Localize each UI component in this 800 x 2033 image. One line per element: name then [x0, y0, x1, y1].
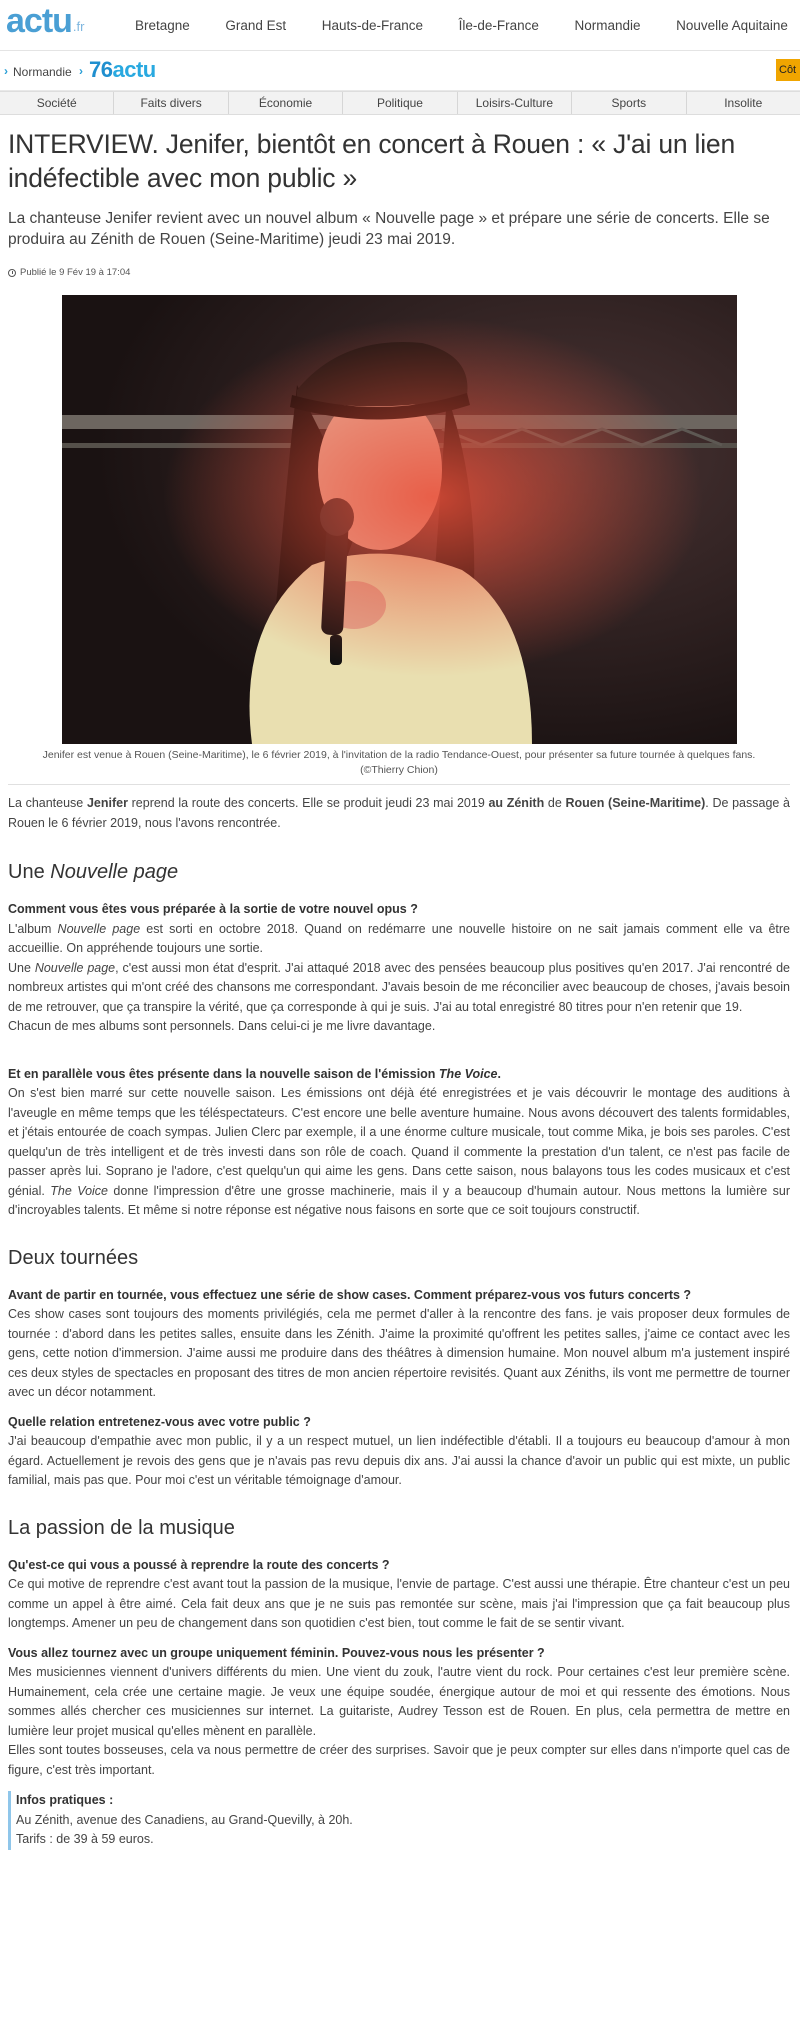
section-heading-passion-musique: La passion de la musique [8, 1516, 235, 1539]
clock-icon [8, 269, 16, 277]
region-link-ile-de-france[interactable]: Île-de-France [458, 18, 539, 33]
answer-text: On s'est bien marré sur cette nouvelle saison. Les émissions ont déjà été enregistrées et je vais découvrir le montage des auditions à l'aveugle en même temps que les téléspectateurs. C'est encore une belle aventure humaine. Nous avons découvert des talents formidables, et j'étais entourée de coach sympas. Julien Clerc par exemple, il a une énorme culture musicale, tout comme Mika, je bois ses paroles. C'est quelqu'un de très intelligent et de très investi dans son rôle de coach. Quand il commente la prestation d'un talent, ce n'est pas facile de passer après lui. Soprano je l'adore, c'est quelqu'un qui aime les gens. Dans cette saison, nous balayons tous les codes musicaux et c'est génial. [8, 1086, 790, 1198]
article-body [8, 794, 790, 1850]
intro-bold-city: Rouen (Seine-Maritime) [565, 796, 706, 810]
answer-text: est sorti en octobre 2018. Quand on redémarre une nouvelle histoire on ne sait jamais comment elle va être accueillie. On appréhende toujours une sortie. [8, 921, 791, 955]
article-title: INTERVIEW. Jenifer, bientôt en concert à Rouen : « J'ai un lien indéfectible avec mon public » [8, 129, 736, 193]
category-tab-insolite[interactable]: Insolite [724, 96, 763, 110]
category-tab-sports[interactable]: Sports [572, 92, 686, 114]
intro-text-4: . De passage à Rouen le 6 février 2019, nous l'avons rencontrée. [8, 796, 790, 830]
question-text: . [497, 1066, 501, 1081]
category-tab-faits-divers[interactable]: Faits divers [114, 92, 228, 114]
side-edition-button[interactable]: Côt [776, 59, 800, 81]
site-logo[interactable] [6, 2, 84, 40]
intro-bold-name: Jenifer [86, 796, 128, 810]
section-heading-deux-tournees: Deux tournées [8, 1246, 139, 1269]
region-link-bretagne[interactable]: Bretagne [135, 18, 190, 33]
edition-logo-number: 76 [89, 57, 113, 82]
practical-info-venue: Au Zénith, avenue des Canadiens, au Grand-Quevilly, à 20h. [16, 1812, 353, 1827]
article [0, 127, 800, 1850]
question [8, 1065, 790, 1085]
answer-text: L'album [8, 921, 58, 936]
answer-paragraph: Mes musiciennes viennent d'univers différents du mien. Une vient du zouk, l'autre vient du rock. Pour certaines c'est leur première scène. Humainement, cela crée une certaine magie. Je veux une équipe soudée, énergique autour de moi et qui ressente des émotions. Nous sommes allés chercher ces musiciennes sur internet. La guitariste, Audrey Tesson est de Rouen. En plus, cela permettra de mettre en lumière leur projet musical qu'elles mènent en parallèle. [8, 1665, 790, 1738]
singer-photo-illustration [62, 295, 737, 744]
answer-paragraph [8, 959, 790, 1018]
intro-text-3: de [544, 796, 566, 810]
chevron-right-icon: › [4, 64, 8, 78]
region-link-hauts-de-france[interactable]: Hauts-de-France [321, 18, 424, 33]
category-tab-economie[interactable]: Économie [229, 92, 343, 114]
edition-logo[interactable] [89, 57, 156, 83]
answer-paragraph: Ces show cases sont toujours des moments privilégiés, cela me permet d'aller à la rencontre des fans. je vais proposer deux formules de tournée : d'abord dans les petites salles, ensuite dans les Zénith. J'aime la proximité qu'offrent les petites salles, j'aime ce contact avec les gens, cette notion d'immersion. J'aime aussi me produire dans des théâtres à dimension humaine. Mon nouvel album m'a justement inspiré ces deux styles de spectacles en proposant des titres de mon ancien répertoire revisités. Quant aux Zéniths, ils vont me permettre de tourner avec un décor notamment. [8, 1307, 790, 1399]
intro-text-1: La chanteuse [8, 796, 87, 810]
show-title: The Voice [438, 1066, 498, 1081]
answer-paragraph [8, 1084, 790, 1221]
region-link-normandie[interactable]: Normandie [574, 18, 641, 33]
answer-paragraph: Elles sont toutes bosseuses, cela va nous permettre de créer des surprises. Savoir que je peux compter sur elles dans n'importe quel cas de figure, c'est très important. [8, 1743, 790, 1777]
practical-info-prices: Tarifs : de 39 à 59 euros. [16, 1832, 154, 1846]
region-link-nouvelle-aquitaine[interactable]: Nouvelle Aquitaine [676, 18, 788, 33]
caption-divider [8, 784, 790, 785]
answer-paragraph [8, 920, 790, 959]
album-title: Nouvelle page [57, 921, 141, 936]
photo-credit: (©Thierry Chion) [360, 764, 438, 776]
category-menu [0, 91, 800, 115]
category-tab-societe[interactable]: Société [0, 92, 114, 114]
publication-date [8, 267, 790, 278]
breadcrumb-region[interactable]: Normandie [13, 65, 72, 79]
answer-paragraph: Chacun de mes albums sont personnels. Dans celui-ci je me livre davantage. [8, 1019, 436, 1033]
category-tab-loisirs-culture[interactable]: Loisirs-Culture [458, 92, 572, 114]
photo-caption [8, 748, 790, 778]
album-title: Nouvelle page [34, 960, 116, 975]
article-photo[interactable] [62, 295, 737, 744]
logo-text: actu [6, 2, 72, 40]
intro-text-2: reprend la route des concerts. Elle se produit jeudi 23 mai 2019 [127, 796, 489, 810]
question: Quelle relation entretenez-vous avec votre public ? [8, 1414, 311, 1429]
intro-paragraph [8, 794, 790, 833]
intro-bold-venue: au Zénith [488, 796, 545, 810]
answer-text: donne l'impression d'être une grosse machinerie, mais il y a beaucoup d'humain autour. Nous mettons la lumière sur d'incroyables talents. Et même si notre réponse est négative nous faisons en sorte que ce soit toujours constructif. [8, 1183, 790, 1217]
question-text: Et en parallèle vous êtes présente dans la nouvelle saison de l'émission [8, 1066, 439, 1081]
photo-caption-text: Jenifer est venue à Rouen (Seine-Maritime), le 6 février 2019, à l'invitation de la radio Tendance-Ouest, pour présenter sa future tournée à quelques fans. [42, 749, 756, 761]
region-menu [135, 0, 800, 51]
question: Comment vous êtes vous préparée à la sortie de votre nouvel opus ? [8, 902, 418, 916]
answer-paragraph: Ce qui motive de reprendre c'est avant tout la passion de la musique, l'envie de partage. C'est aussi une thérapie. Être chanteur c'est un peu comme un appel à être aimé. Cela fait deux ans que je ne suis pas remontée sur scène, mais j'ai l'impression que ça fait beaucoup plus longtemps. Amener un peu de changement dans son quotidien c'est bien, tout comme le fait de se sentir vivant. [8, 1577, 790, 1630]
category-tab-politique[interactable]: Politique [343, 92, 457, 114]
question: Avant de partir en tournée, vous effectuez une série de show cases. Comment préparez-vous vos futurs concerts ? [8, 1287, 692, 1302]
region-link-grand-est[interactable]: Grand Est [225, 18, 287, 33]
edition-logo-name: actu [112, 57, 156, 82]
question: Vous allez tournez avec un groupe uniquement féminin. Pouvez-vous nous les présenter ? [8, 1645, 545, 1660]
question: Qu'est-ce qui vous a poussé à reprendre la route des concerts ? [8, 1557, 390, 1572]
publication-date-text: Publié le 9 Fév 19 à 17:04 [20, 267, 131, 278]
answer-text: , c'est aussi mon état d'esprit. J'ai attaqué 2018 avec des pensées beaucoup plus positives qu'en 2017. J'ai rencontré de nombreux artistes qui m'ont créé des chansons me correspondant. J'avais besoin de me réconcilier avec beaucoup de choses, j'avais besoin de me retrouver, que ça transpire la vérité, que ça corresponde à qui je suis. J'ai au total enregistré 80 titres pour n'en retenir que 19. [8, 960, 791, 1014]
answer-text: Une [8, 960, 35, 975]
show-title: The Voice [50, 1183, 109, 1198]
practical-info-box [8, 1791, 790, 1850]
breadcrumb [0, 51, 800, 91]
answer-paragraph: J'ai beaucoup d'empathie avec mon public, il y a un respect mutuel, un lien indéfectible d'établi. Il a toujours eu beaucoup d'amour à mon égard. Actuellement je revois des gens que je n'avais pas revu depuis dix ans. J'ai aussi la chance d'avoir un public qui est mixte, un public familial, mais pas que. Pour moi c'est un véritable témoignage d'amour. [8, 1434, 790, 1487]
logo-suffix: .fr [72, 19, 85, 34]
section-heading-prefix: Une [8, 861, 51, 883]
practical-info-title: Infos pratiques : [16, 1793, 114, 1807]
article-lede: La chanteuse Jenifer revient avec un nouvel album « Nouvelle page » et prépare une série de concerts. Elle se produira au Zénith de Rouen (Seine-Maritime) jeudi 23 mai 2019. [8, 210, 770, 248]
top-navigation [0, 0, 800, 51]
chevron-right-icon: › [79, 64, 83, 78]
section-heading-emphasis: Nouvelle page [50, 861, 179, 883]
section-heading-nouvelle-page [8, 861, 790, 884]
